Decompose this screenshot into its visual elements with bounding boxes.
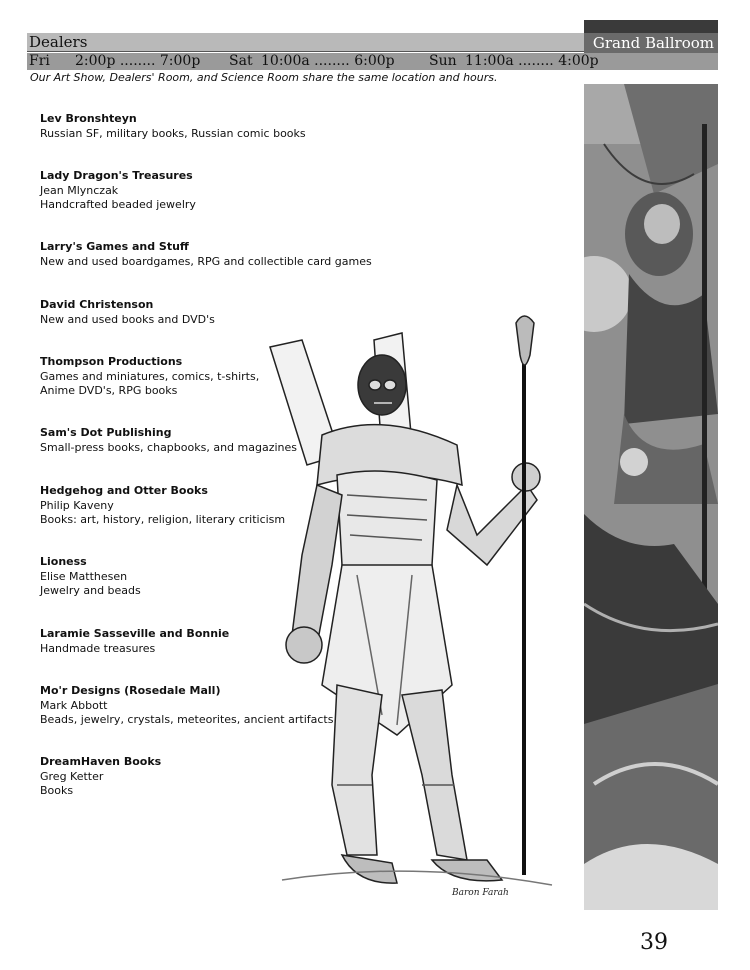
dealer-contact: Mark Abbott (40, 698, 108, 712)
sunday-hours: 11:00a ........ 4:00p (465, 53, 599, 69)
dealer-name: Hedgehog and Otter Books (40, 484, 208, 497)
dealer-contact: Greg Ketter (40, 769, 104, 783)
dealer-detail: Handmade treasures (40, 641, 156, 655)
section-title: Dealers (27, 33, 584, 52)
saturday-label: Sat (229, 53, 253, 69)
dealer-name: Laramie Sasseville and Bonnie (40, 627, 230, 640)
dealer-name: Sam's Dot Publishing (40, 426, 172, 439)
artist-signature: Baron Farah (452, 888, 509, 898)
dealer-detail: Jewelry and beads (40, 584, 141, 597)
friday-label: Fri (29, 53, 50, 69)
friday-hours: 2:00p ........ 7:00p (75, 53, 201, 69)
dealer-detail: Books (40, 784, 74, 797)
page-number: 39 (640, 930, 668, 955)
warrior-drawing (262, 315, 562, 905)
dealer-name: Lady Dragon's Treasures (40, 169, 193, 182)
dealer-name: Lev Bronshteyn (40, 112, 137, 125)
location-note: Our Art Show, Dealers' Room, and Science Room share the same location and hours. (30, 71, 498, 84)
dealer-name: David Christenson (40, 298, 154, 311)
dealer-detail: Books: art, history, religion, literary criticism (40, 513, 286, 526)
dealer-contact: Jean Mlynczak (40, 183, 119, 197)
dealer-detail: New and used books and DVD's (40, 312, 215, 326)
dealer-entry (40, 169, 340, 213)
dealer-contact: Philip Kaveny (40, 498, 114, 512)
dealer-detail: Anime DVD's, RPG books (40, 384, 178, 397)
side-illustration-drawing (584, 84, 718, 910)
sunday-label: Sun (429, 53, 457, 69)
dealer-contact: Elise Matthesen (40, 569, 128, 583)
hours-bar (27, 53, 718, 70)
dealer-detail: New and used boardgames, RPG and collectible card games (40, 254, 372, 268)
venue-label: Grand Ballroom (584, 33, 718, 53)
dealer-detail: Beads, jewelry, crystals, meteorites, ancient artifacts (40, 713, 334, 726)
dealer-detail: Games and miniatures, comics, t-shirts, (40, 369, 260, 383)
dealer-detail: Handcrafted beaded jewelry (40, 198, 196, 211)
dealer-name: Larry's Games and Stuff (40, 240, 189, 253)
side-illustration (584, 84, 718, 910)
warrior-illustration (262, 315, 562, 905)
dealer-name: Thompson Productions (40, 355, 183, 368)
dealer-name: Lioness (40, 555, 87, 568)
dealer-detail: Russian SF, military books, Russian comic books (40, 126, 306, 140)
dealer-name: DreamHaven Books (40, 755, 162, 768)
dealer-entry (40, 112, 340, 141)
dealer-detail: Small-press books, chapbooks, and magazines (40, 440, 297, 454)
dealer-entry (40, 240, 372, 269)
dealer-name: Mo'r Designs (Rosedale Mall) (40, 684, 221, 697)
saturday-hours: 10:00a ........ 6:00p (261, 53, 395, 69)
